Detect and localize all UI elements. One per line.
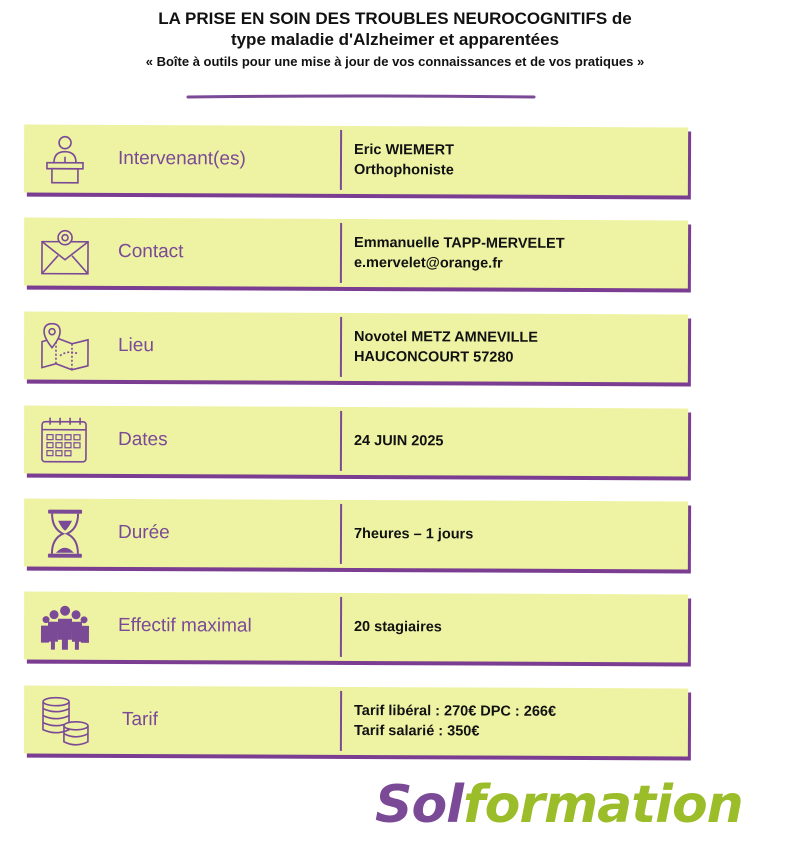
title-line-2: type maladie d'Alzheimer et apparentées	[230, 30, 560, 49]
header-underline	[186, 94, 536, 100]
logo-part-sol: Sol	[375, 775, 463, 835]
card-value	[354, 219, 674, 288]
speaker-podium-icon	[38, 133, 92, 187]
group-people-icon	[38, 600, 92, 654]
hourglass-icon	[38, 507, 92, 561]
solformation-logo	[375, 775, 743, 845]
card-value	[354, 407, 674, 476]
card-divider	[340, 597, 342, 657]
card-value	[354, 593, 674, 662]
value-line-1: Emmanuelle TAPP-MERVELET	[354, 234, 565, 252]
card-label: Durée	[117, 521, 170, 544]
card-value	[354, 126, 674, 195]
title-line-1: LA PRISE EN SOIN DES TROUBLES NEUROCOGNITIFS de	[158, 9, 632, 28]
value-line-1: 7heures – 1 jours	[353, 525, 474, 543]
card-tarif	[24, 686, 688, 757]
value-line-2: HAUCONCOURT 57280	[353, 348, 514, 366]
card-value	[354, 687, 674, 756]
card-label: Intervenant(es)	[117, 147, 246, 170]
coins-stack-icon	[38, 694, 92, 748]
card-duree	[24, 499, 688, 570]
value-line-1: Eric WIEMERT	[354, 141, 454, 159]
value-line-2: e.mervelet@orange.fr	[353, 254, 503, 272]
card-divider	[340, 223, 342, 283]
logo-text	[375, 775, 743, 835]
card-divider	[340, 504, 342, 564]
card-label: Tarif	[121, 708, 158, 731]
card-label: Dates	[117, 428, 168, 451]
value-line-1: Novotel METZ AMNEVILLE	[354, 328, 539, 346]
map-pin-icon	[38, 320, 92, 374]
card-value	[354, 500, 674, 569]
value-line-1: Tarif libéral : 270€ DPC : 266€	[354, 702, 557, 720]
calendar-icon	[38, 414, 92, 468]
card-divider	[340, 411, 342, 471]
card-divider	[340, 317, 342, 377]
document-header	[0, 8, 790, 71]
subtitle: « Boîte à outils pour une mise à jour de vos connaissances et de vos pratiques »	[145, 54, 645, 69]
card-label: Contact	[117, 240, 184, 263]
value-line-1: 24 JUIN 2025	[353, 432, 444, 450]
card-effectif	[24, 592, 688, 663]
envelope-email-icon	[38, 226, 92, 280]
value-line-2: Tarif salarié : 350€	[353, 722, 480, 740]
card-lieu	[24, 312, 688, 383]
card-divider	[340, 691, 342, 751]
card-value	[354, 313, 674, 382]
card-contact	[24, 218, 688, 289]
card-divider	[340, 130, 342, 190]
logo-part-formation: formation	[463, 775, 743, 835]
value-line-1: 20 stagiaires	[353, 618, 442, 636]
card-intervenant	[24, 125, 688, 196]
card-label: Effectif maximal	[117, 614, 252, 637]
card-label: Lieu	[117, 334, 154, 357]
value-line-2: Orthophoniste	[353, 161, 454, 179]
card-dates	[24, 406, 688, 477]
